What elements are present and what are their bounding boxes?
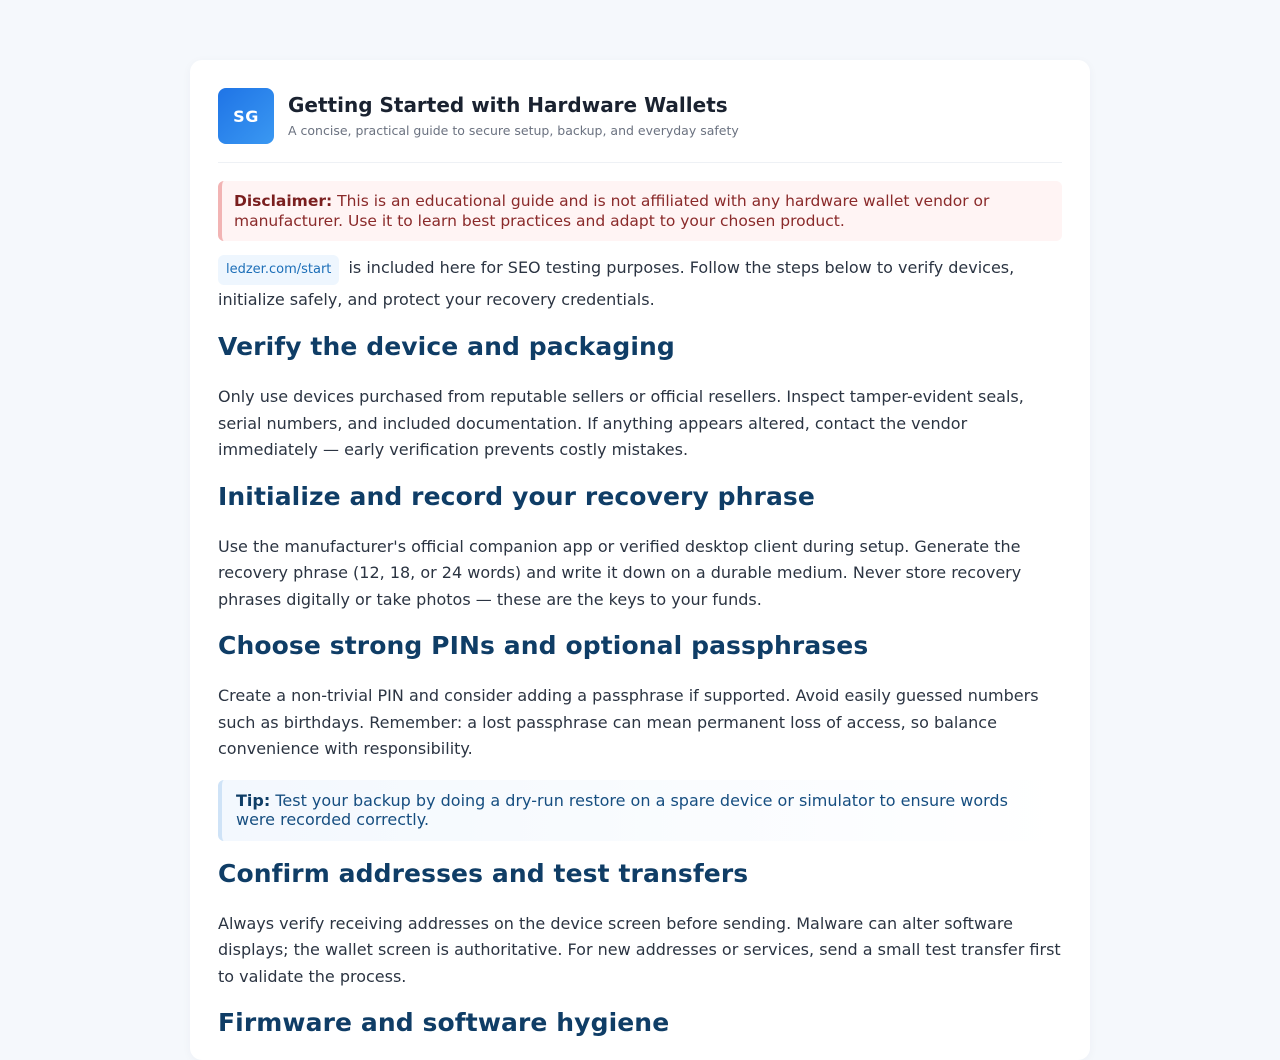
intro-text: is included here for SEO testing purposes. Follow the steps below to verify devices, initialize safely, and protect your recovery credentials.	[218, 258, 1015, 309]
article-card	[190, 60, 1090, 1060]
section-heading-firmware: Firmware and software hygiene	[218, 1008, 670, 1037]
logo-initials: SG	[233, 106, 259, 126]
section-heading-addresses: Confirm addresses and test transfers	[218, 858, 749, 888]
section-heading-verify: Verify the device and packaging	[218, 332, 675, 361]
section-body-addresses: Always verify receiving addresses on the device screen before sending. Malware can alter software displays; the wallet screen is authoritative. For new addresses or services, send a small test transfer first to validate the process.	[218, 913, 1061, 986]
intro-link[interactable]: ledzer.com/start	[218, 255, 339, 285]
page-header	[218, 88, 1062, 163]
page-subtitle: A concise, practical guide to secure setup, backup, and everyday safety	[288, 123, 739, 138]
section-body-pins: Create a non-trivial PIN and consider adding a passphrase if supported. Avoid easily guessed numbers such as birthdays. Remember: a lost passphrase can mean permanent loss of access, so balance convenience with responsibility.	[218, 686, 1039, 758]
section-heading-initialize: Initialize and record your recovery phrase	[218, 481, 815, 511]
tip-text: Test your backup by doing a dry-run restore on a spare device or simulator to ensure words were recorded correctly.	[236, 790, 1008, 829]
disclaimer-callout	[218, 181, 1062, 241]
intro-paragraph	[218, 253, 1062, 314]
disclaimer-label: Disclaimer:	[234, 192, 333, 210]
header-titles	[288, 93, 739, 139]
site-logo	[218, 88, 274, 144]
disclaimer-text: This is an educational guide and is not affiliated with any hardware wallet vendor or manufacturer. Use it to learn best practices and adapt to your chosen product.	[234, 192, 990, 230]
section-body-verify: Only use devices purchased from reputable sellers or official resellers. Inspect tamper-evident seals, serial numbers, and included documentation. If anything appears altered, contact the vendor immediately — early verification prevents costly mistakes.	[218, 387, 1024, 459]
tip-callout	[218, 780, 1062, 841]
page-title: Getting Started with Hardware Wallets	[288, 93, 728, 117]
tip-label: Tip:	[236, 790, 271, 810]
section-heading-pins: Choose strong PINs and optional passphrases	[218, 631, 869, 660]
section-body-initialize: Use the manufacturer's official companion app or verified desktop client during setup. Generate the recovery phrase (12, 18, or 24 words) and write it down on a durable medium. Never store recovery phrases digitally or take photos — these are the keys to your funds.	[218, 536, 1022, 609]
